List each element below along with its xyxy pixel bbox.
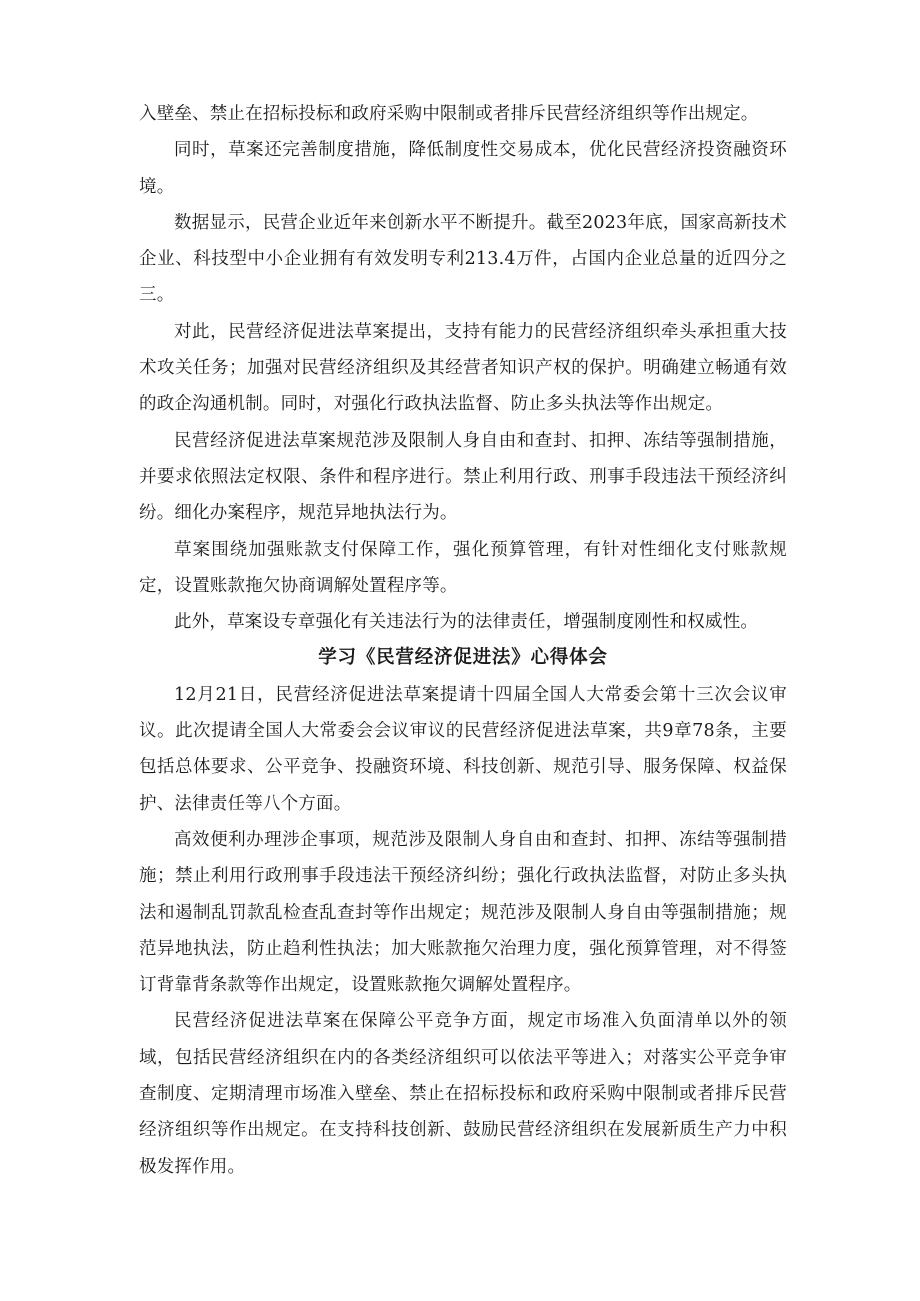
paragraph: 高效便利办理涉企事项，规范涉及限制人身自由和查封、扣押、冻结等强制措施；禁止利用行政刑事手段违法干预经济纠纷；强化行政执法监督，对防止多头执法和遏制乱罚款乱检查乱查封等作出规定；规范涉及限制人身自由等强制措施；规范异地执法，防止趋利性执法；加大账款拖欠治理力度，强化预算管理，对不得签订背靠背条款等作出规定，设置账款拖欠调解处置程序。 xyxy=(139,829,787,996)
paragraph: 对此，民营经济促进法草案提出，支持有能力的民营经济组织牵头承担重大技术攻关任务；加强对民营经济组织及其经营者知识产权的保护。明确建立畅通有效的政企沟通机制。同时，对强化行政执法监督、防止多头执法等作出规定。 xyxy=(139,321,787,415)
paragraph: 此外，草案设专章强化有关违法行为的法律责任，增强制度刚性和权威性。 xyxy=(174,612,759,633)
paragraph: 12月21日，民营经济促进法草案提请十四届全国人大常委会第十三次会议审议。此次提请全国人大常委会会议审议的民营经济促进法草案，共9章78条，主要包括总体要求、公平竞争、投融资环境、科技创新、规范引导、服务保障、权益保护、法律责任等八个方面。 xyxy=(139,684,787,814)
document-page xyxy=(139,96,787,1185)
paragraph: 草案围绕加强账款支付保障工作，强化预算管理，有针对性细化支付账款规定，设置账款拖欠协商调解处置程序等。 xyxy=(139,539,787,596)
paragraph: 数据显示，民营企业近年来创新水平不断提升。截至2023年底，国家高新技术企业、科技型中小企业拥有有效发明专利213.4万件，占国内企业总量的近四分之三。 xyxy=(139,212,787,306)
paragraph: 民营经济促进法草案规范涉及限制人身自由和查封、扣押、冻结等强制措施，并要求依照法定权限、条件和程序进行。禁止利用行政、刑事手段违法干预经济纠纷。细化办案程序，规范异地执法行为。 xyxy=(139,430,787,524)
paragraph: 同时，草案还完善制度措施，降低制度性交易成本，优化民营经济投资融资环境。 xyxy=(139,140,787,197)
section-heading: 学习《民营经济促进法》心得体会 xyxy=(318,647,608,669)
paragraph-continued: 入壁垒、禁止在招标投标和政府采购中限制或者排斥民营经济组织等作出规定。 xyxy=(139,104,759,124)
paragraph: 民营经济促进法草案在保障公平竞争方面，规定市场准入负面清单以外的领域，包括民营经济组织在内的各类经济组织可以依法平等进入；对落实公平竞争审查制度、定期清理市场准入壁垒、禁止在招标投标和政府采购中限制或者排斥民营经济组织等作出规定。在支持科技创新、鼓励民营经济组织在发展新质生产力中积极发挥作用。 xyxy=(139,1011,787,1177)
